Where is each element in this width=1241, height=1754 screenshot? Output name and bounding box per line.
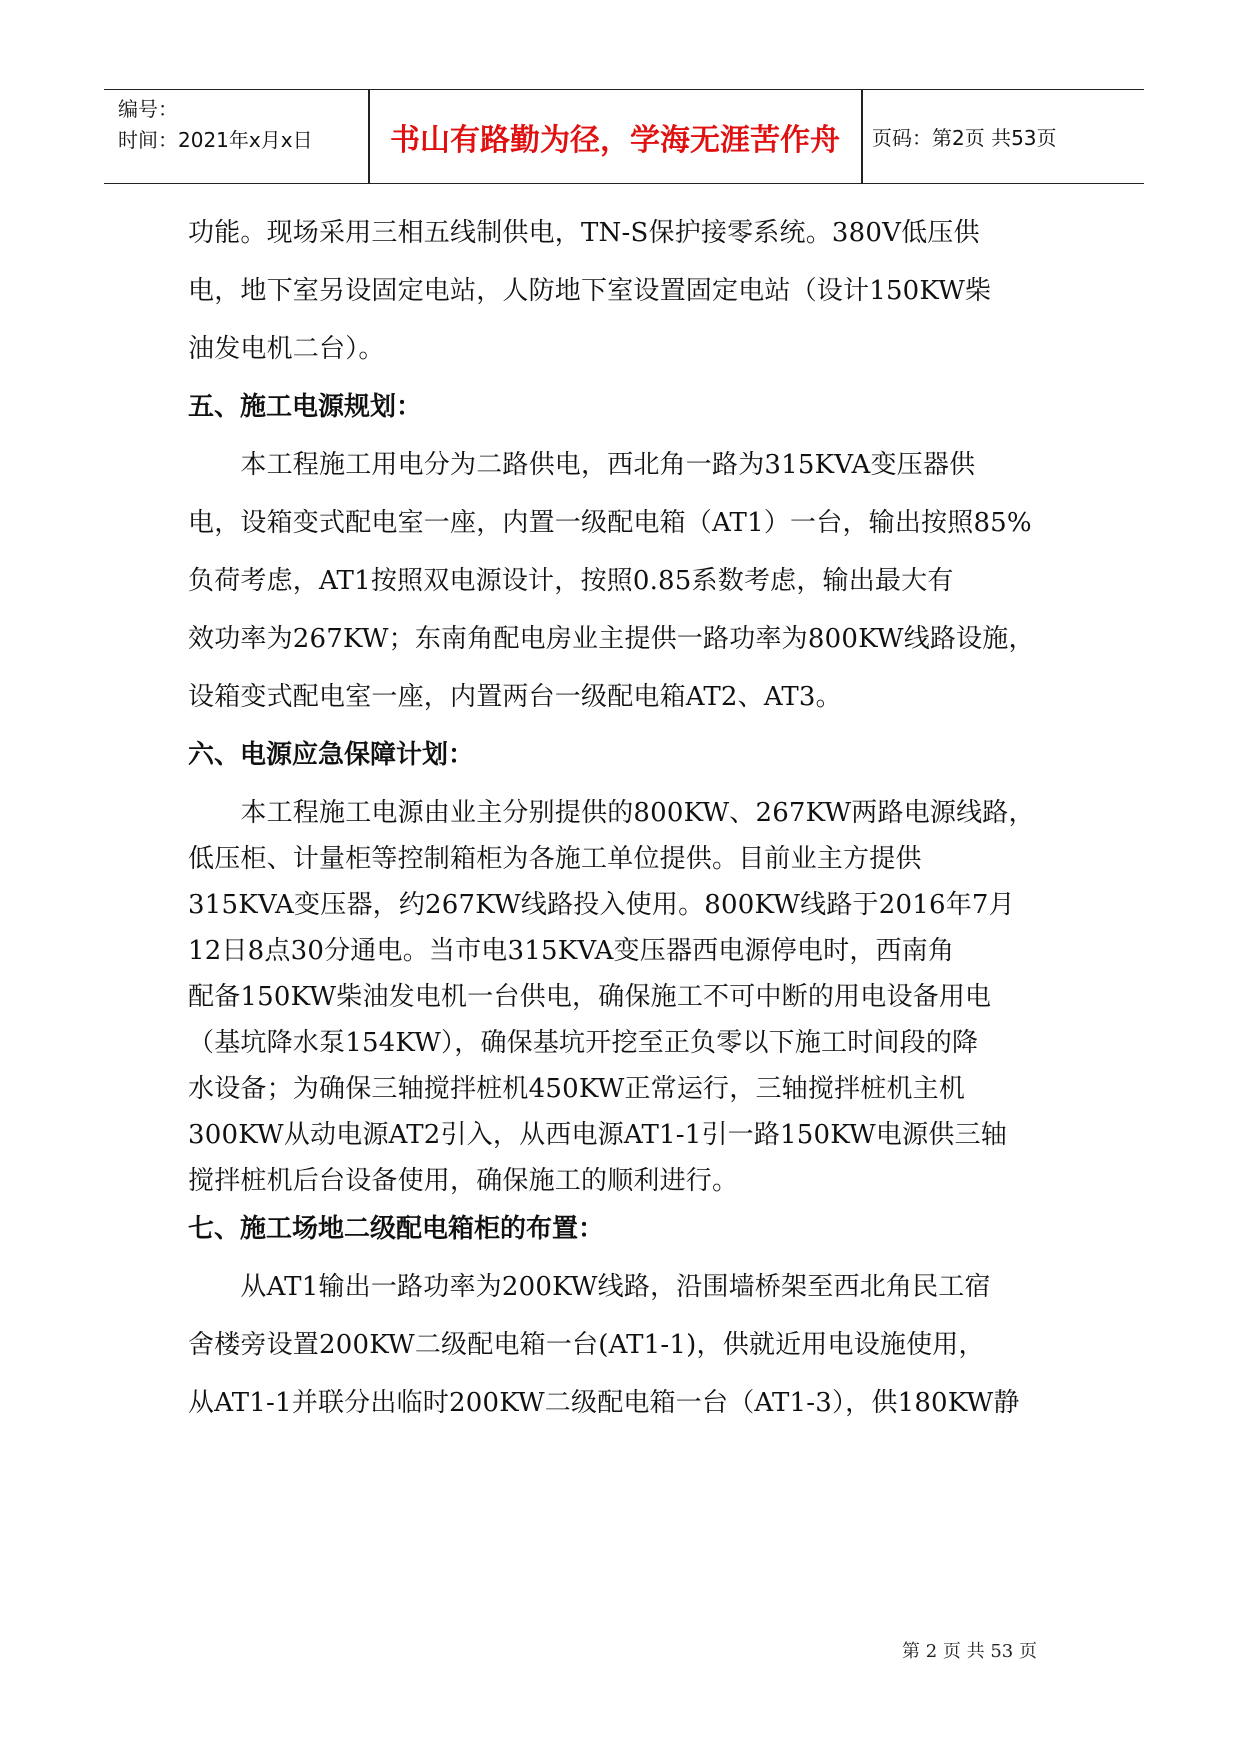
- body-line: 315KVA变压器，约267KW线路投入使用。800KW线路于2016年7月: [188, 890, 1015, 920]
- header-motto: 书山有路勤为径，学海无涯苦作舟: [390, 122, 840, 158]
- body-line: 12日8点30分通电。当市电315KVA变压器西电源停电时，西南角: [188, 936, 955, 966]
- header-page-indicator: 页码：第2页 共53页: [872, 126, 1057, 150]
- body-line: 本工程施工用电分为二路供电，西北角一路为315KVA变压器供: [188, 450, 976, 480]
- document-date-label: 时间：2021年x月x日: [118, 128, 313, 152]
- header-meta: [118, 94, 363, 156]
- body-line: 从AT1输出一路功率为200KW线路，沿围墙桥架至西北角民工宿: [188, 1272, 991, 1302]
- body-line: 功能。现场采用三相五线制供电，TN-S保护接零系统。380V低压供: [188, 218, 980, 248]
- body-line: 电，地下室另设固定电站，人防地下室设置固定电站（设计150KW柴: [188, 276, 992, 306]
- body-line: 搅拌桩机后台设备使用，确保施工的顺利进行。: [188, 1166, 739, 1196]
- body-line: 电，设箱变式配电室一座，内置一级配电箱（AT1）一台，输出按照85%: [188, 508, 1032, 538]
- body-line: （基坑降水泵154KW），确保基坑开挖至正负零以下施工时间段的降: [188, 1028, 979, 1058]
- body-line: 效功率为267KW；东南角配电房业主提供一路功率为800KW线路设施，: [188, 624, 1035, 654]
- body-line: 从AT1-1并联分出临时200KW二级配电箱一台（AT1-3），供180KW静: [188, 1388, 1020, 1418]
- body-line: 设箱变式配电室一座，内置两台一级配电箱AT2、AT3。: [188, 682, 842, 712]
- body-line: 本工程施工电源由业主分别提供的800KW、267KW两路电源线路，: [188, 798, 1035, 828]
- section-heading-7: 七、施工场地二级配电箱柜的布置：: [188, 1214, 605, 1244]
- body-line: 水设备；为确保三轴搅拌桩机450KW正常运行，三轴搅拌桩机主机: [188, 1074, 966, 1104]
- header-divider-right: [861, 90, 863, 183]
- page-header: [104, 89, 1144, 184]
- document-number-label: 编号：: [118, 97, 178, 121]
- body-line: 300KW从动电源AT2引入，从西电源AT1-1引一路150KW电源供三轴: [188, 1120, 1007, 1150]
- body-line: 油发电机二台）。: [188, 334, 385, 364]
- body-line: 低压柜、计量柜等控制箱柜为各施工单位提供。目前业主方提供: [188, 844, 922, 874]
- body-line: 配备150KW柴油发电机一台供电，确保施工不可中断的用电设备用电: [188, 982, 992, 1012]
- page-footer: 第 2 页 共 53 页: [902, 1641, 1037, 1662]
- section-heading-5: 五、施工电源规划：: [188, 392, 423, 422]
- section-heading-6: 六、电源应急保障计划：: [188, 740, 475, 770]
- body-line: 负荷考虑，AT1按照双电源设计，按照0.85系数考虑，输出最大有: [188, 566, 954, 596]
- body-line: 舍楼旁设置200KW二级配电箱一台(AT1-1)，供就近用电设施使用，: [188, 1330, 985, 1360]
